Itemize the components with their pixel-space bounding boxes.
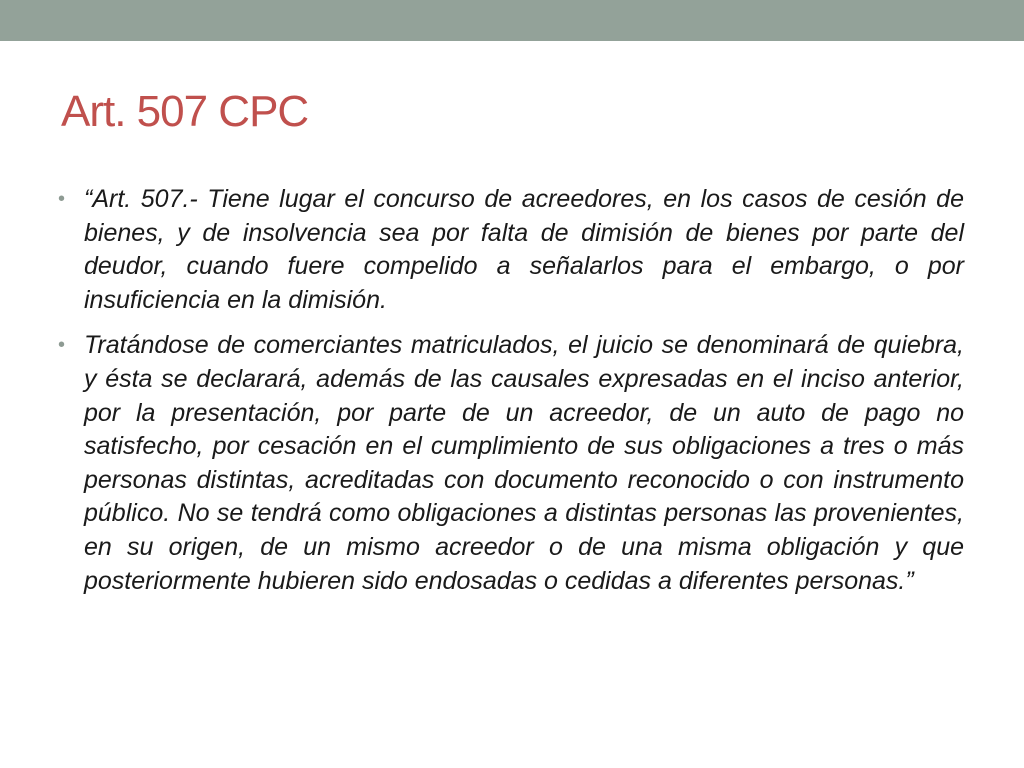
- bullet-text-1: “Art. 507.- Tiene lugar el concurso de acreedores, en los casos de cesión de bienes, y de insolvencia sea por falta de dimisión de bienes por parte del deudor, cuando fuere compelido a señalarlos para el embargo, o por insuficiencia en la dimisión.: [84, 185, 964, 314]
- bullet-text-2: Tratándose de comerciantes matriculados, el juicio se denominará de quiebra, y ésta se declarará, además de las causales expresadas en el inciso anterior, por la presentación, por parte de un acreedor, de un auto de pago no satisfecho, por cesación en el cumplimiento de sus obligaciones a tres o más personas distintas, acreditadas con documento reconocido o con instrumento público. No se tendrá como obligaciones a distintas personas las provenientes, en su origen, de un mismo acreedor o de una misma obligación y que posteriormente hubieren sido endosadas o cedidas a diferentes personas.”: [84, 331, 964, 595]
- top-accent-bar: [0, 0, 1024, 41]
- bullet-marker: •: [58, 334, 66, 357]
- bullet-item-2: [58, 329, 964, 598]
- bullet-list: [58, 183, 964, 610]
- bullet-marker: •: [58, 188, 66, 210]
- slide-title: Art. 507 CPC: [61, 87, 309, 136]
- bullet-item-1: [58, 183, 964, 317]
